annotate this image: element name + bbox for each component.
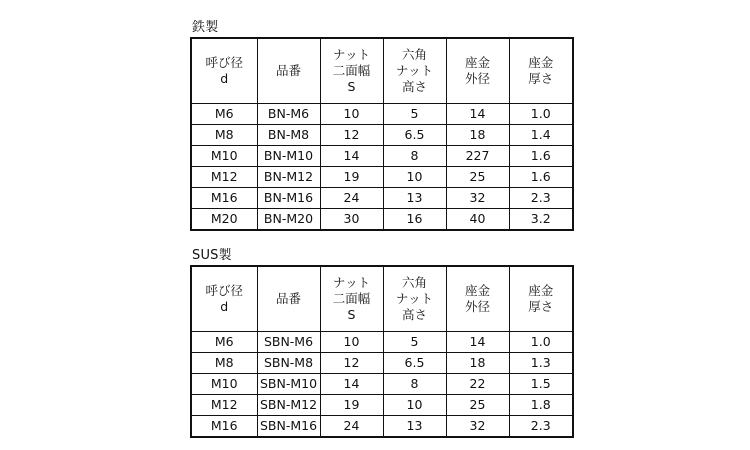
table-row xyxy=(191,353,573,374)
table-cell: 30 xyxy=(320,209,383,231)
table-cell: SBN-M10 xyxy=(257,374,320,395)
table-header-row xyxy=(191,266,573,332)
table-cell: 19 xyxy=(320,395,383,416)
table-cell: 1.6 xyxy=(509,167,573,188)
table-cell: 14 xyxy=(320,146,383,167)
table-cell: 32 xyxy=(446,188,509,209)
table-cell: BN-M10 xyxy=(257,146,320,167)
table-cell: M6 xyxy=(191,104,257,125)
table-cell: 24 xyxy=(320,188,383,209)
table-row xyxy=(191,374,573,395)
header-washer-outer-diameter: 座金 外径 xyxy=(446,38,509,104)
table-cell: 14 xyxy=(446,332,509,353)
table-cell: 25 xyxy=(446,167,509,188)
table-cell: 5 xyxy=(383,104,446,125)
section-title-iron: 鉄製 xyxy=(192,20,219,35)
table-cell: M12 xyxy=(191,167,257,188)
spec-table-iron xyxy=(190,37,574,231)
table-cell: 14 xyxy=(446,104,509,125)
table-cell: 10 xyxy=(320,104,383,125)
table-cell: M16 xyxy=(191,416,257,438)
table-cell: 6.5 xyxy=(383,353,446,374)
table-header-row xyxy=(191,38,573,104)
table-cell: M12 xyxy=(191,395,257,416)
header-nominal-diameter: 呼び径 d xyxy=(191,38,257,104)
table-cell: 19 xyxy=(320,167,383,188)
section-title-sus: SUS製 xyxy=(192,248,232,263)
table-cell: 24 xyxy=(320,416,383,438)
table-cell: 1.0 xyxy=(509,104,573,125)
table-cell: SBN-M12 xyxy=(257,395,320,416)
table-cell: 16 xyxy=(383,209,446,231)
table-cell: 13 xyxy=(383,416,446,438)
table-row xyxy=(191,146,573,167)
header-part-number: 品番 xyxy=(257,38,320,104)
table-cell: BN-M12 xyxy=(257,167,320,188)
table-cell: M8 xyxy=(191,353,257,374)
table-cell: 18 xyxy=(446,353,509,374)
table-cell: 1.6 xyxy=(509,146,573,167)
header-washer-thickness: 座金 厚さ xyxy=(509,266,573,332)
table-cell: M10 xyxy=(191,146,257,167)
header-hex-nut-height: 六角 ナット 高さ xyxy=(383,38,446,104)
table-cell: 13 xyxy=(383,188,446,209)
table-row xyxy=(191,104,573,125)
table-cell: 227 xyxy=(446,146,509,167)
table-cell: 12 xyxy=(320,125,383,146)
table-cell: 5 xyxy=(383,332,446,353)
table-cell: M10 xyxy=(191,374,257,395)
table-row xyxy=(191,416,573,438)
table-row xyxy=(191,188,573,209)
header-part-number: 品番 xyxy=(257,266,320,332)
table-row xyxy=(191,395,573,416)
table-cell: 1.0 xyxy=(509,332,573,353)
table-cell: 8 xyxy=(383,374,446,395)
table-row xyxy=(191,332,573,353)
table-cell: 2.3 xyxy=(509,188,573,209)
table-cell: 10 xyxy=(383,395,446,416)
table-cell: BN-M6 xyxy=(257,104,320,125)
table-cell: 40 xyxy=(446,209,509,231)
table-cell: 2.3 xyxy=(509,416,573,438)
table-cell: 1.4 xyxy=(509,125,573,146)
table-cell: M20 xyxy=(191,209,257,231)
table-cell: 6.5 xyxy=(383,125,446,146)
header-washer-outer-diameter: 座金 外径 xyxy=(446,266,509,332)
table-cell: 8 xyxy=(383,146,446,167)
table-cell: M16 xyxy=(191,188,257,209)
table-cell: 10 xyxy=(320,332,383,353)
spec-table-sus xyxy=(190,265,574,438)
table-cell: BN-M16 xyxy=(257,188,320,209)
table-cell: 10 xyxy=(383,167,446,188)
table-cell: 25 xyxy=(446,395,509,416)
header-nut-width: ナット 二面幅 S xyxy=(320,38,383,104)
table-row xyxy=(191,209,573,231)
header-hex-nut-height: 六角 ナット 高さ xyxy=(383,266,446,332)
table-cell: BN-M8 xyxy=(257,125,320,146)
table-cell: M6 xyxy=(191,332,257,353)
header-washer-thickness: 座金 厚さ xyxy=(509,38,573,104)
table-cell: 22 xyxy=(446,374,509,395)
table-cell: SBN-M16 xyxy=(257,416,320,438)
table-cell: 1.8 xyxy=(509,395,573,416)
table-cell: 1.3 xyxy=(509,353,573,374)
table-cell: 32 xyxy=(446,416,509,438)
table-cell: 1.5 xyxy=(509,374,573,395)
table-cell: M8 xyxy=(191,125,257,146)
table-cell: 18 xyxy=(446,125,509,146)
table-cell: 14 xyxy=(320,374,383,395)
table-cell: 3.2 xyxy=(509,209,573,231)
table-row xyxy=(191,125,573,146)
header-nominal-diameter: 呼び径 d xyxy=(191,266,257,332)
table-cell: BN-M20 xyxy=(257,209,320,231)
header-nut-width: ナット 二面幅 S xyxy=(320,266,383,332)
table-cell: 12 xyxy=(320,353,383,374)
table-cell: SBN-M6 xyxy=(257,332,320,353)
table-row xyxy=(191,167,573,188)
table-cell: SBN-M8 xyxy=(257,353,320,374)
